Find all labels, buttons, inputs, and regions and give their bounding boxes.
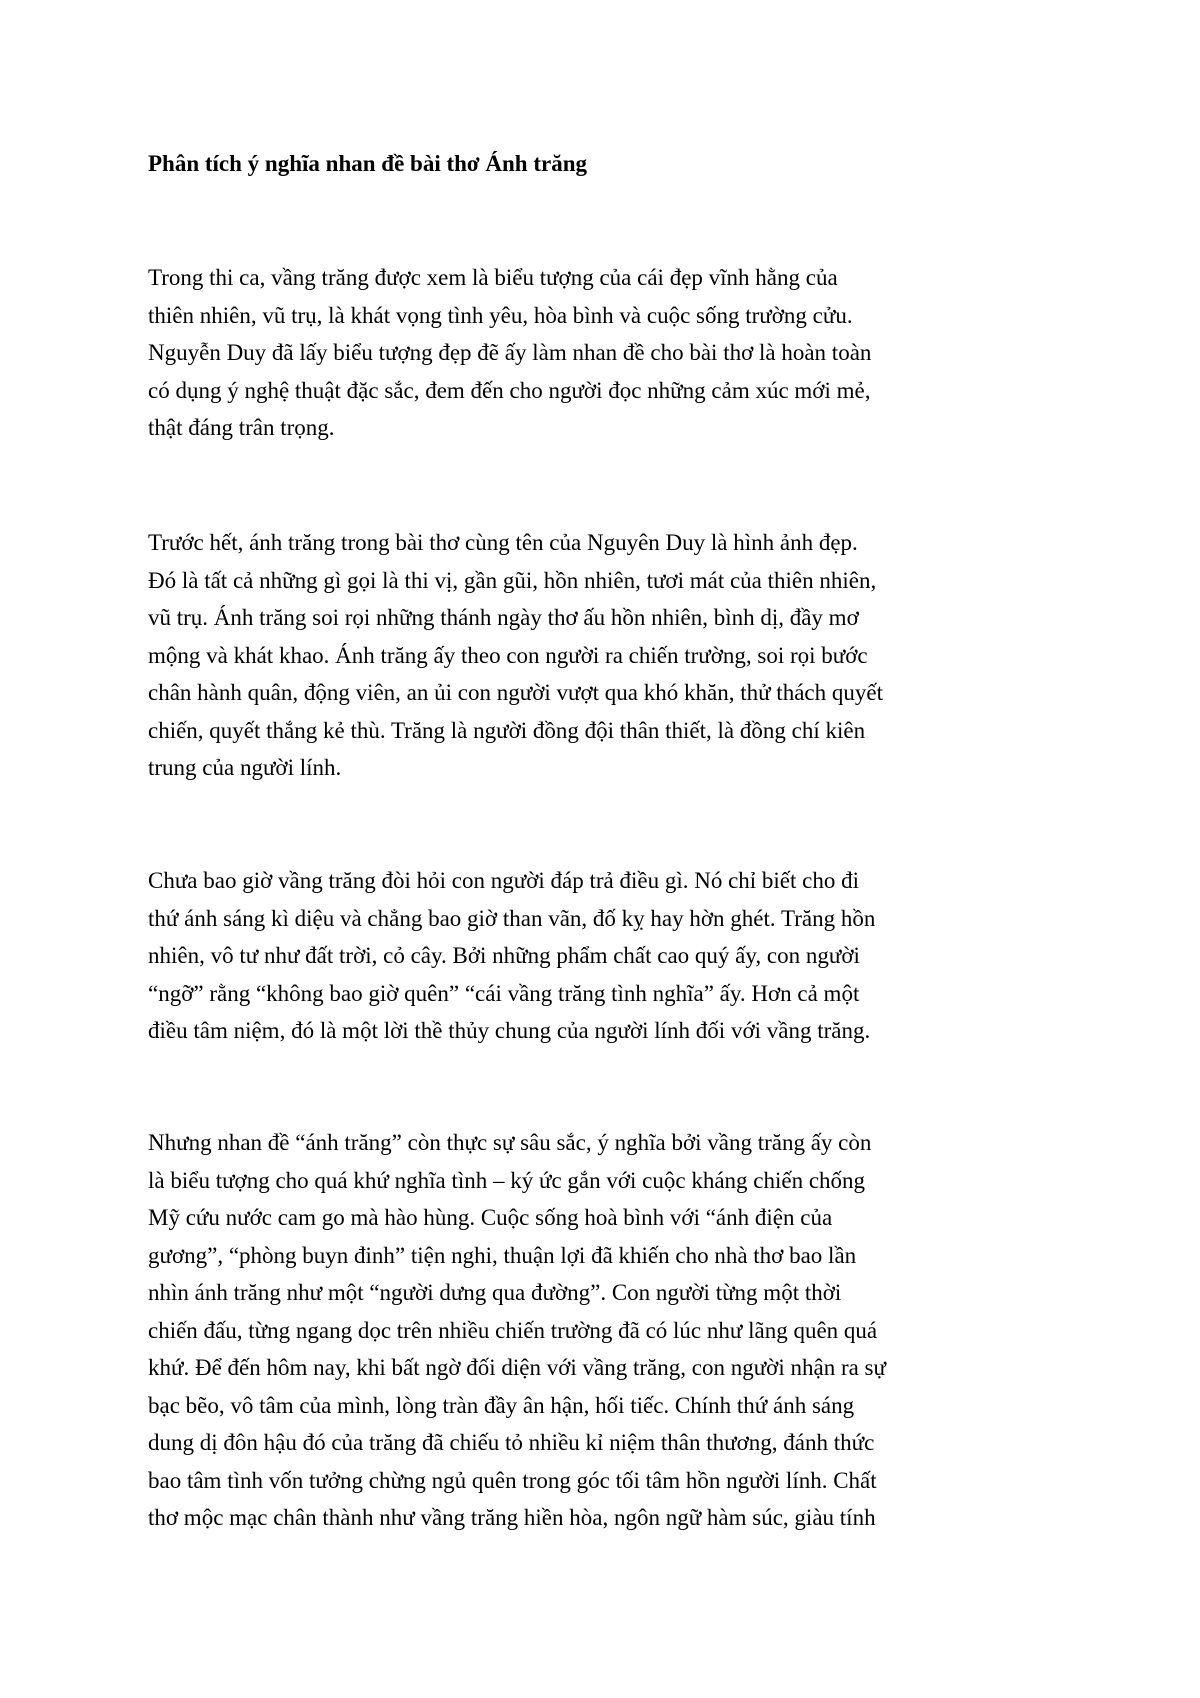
paragraph-line: Đó là tất cả những gì gọi là thi vị, gần gũi, hồn nhiên, tươi mát của thiên nhiên,: [148, 567, 877, 593]
paragraph-line: là biểu tượng cho quá khứ nghĩa tình – ký ức gắn với cuộc kháng chiến chống: [148, 1167, 866, 1193]
paragraph-1: [148, 259, 871, 447]
paragraph-line: “ngỡ” rằng “không bao giờ quên” “cái vầng trăng tình nghĩa” ấy. Hơn cả một: [148, 980, 860, 1006]
paragraph-line: vũ trụ. Ánh trăng soi rọi những thánh ngày thơ ấu hồn nhiên, bình dị, đầy mơ: [148, 605, 859, 630]
paragraph-line: thiên nhiên, vũ trụ, là khát vọng tình yêu, hòa bình và cuộc sống trường cửu.: [148, 302, 853, 328]
paragraph-line: Nguyễn Duy đã lấy biểu tượng đẹp đẽ ấy làm nhan đề cho bài thơ là hoàn toàn: [148, 340, 872, 365]
paragraph-line: dung dị đôn hậu đó của trăng đã chiếu tỏ nhiều kỉ niệm thân thương, đánh thức: [148, 1430, 875, 1455]
paragraph-line: thật đáng trân trọng.: [148, 415, 335, 440]
paragraph-line: mộng và khát khao. Ánh trăng ấy theo con người ra chiến trường, soi rọi bước: [148, 642, 868, 668]
document-title: Phân tích ý nghĩa nhan đề bài thơ Ánh trăng: [148, 151, 587, 176]
paragraph-4: [148, 1124, 886, 1537]
paragraph-line: nhìn ánh trăng như một “người dưng qua đường”. Con người từng một thời: [148, 1280, 842, 1305]
paragraph-3: [148, 862, 875, 1050]
paragraph-2: [148, 524, 883, 787]
paragraph-line: bao tâm tình vốn tưởng chừng ngủ quên trong góc tối tâm hồn người lính. Chất: [148, 1467, 877, 1493]
paragraph-line: Trong thi ca, vầng trăng được xem là biểu tượng của cái đẹp vĩnh hằng của: [148, 265, 838, 290]
paragraph-line: Nhưng nhan đề “ánh trăng” còn thực sự sâu sắc, ý nghĩa bởi vầng trăng ấy còn: [148, 1130, 872, 1155]
paragraph-line: thơ mộc mạc chân thành như vầng trăng hiền hòa, ngôn ngữ hàm súc, giàu tính: [148, 1505, 876, 1530]
paragraph-line: chân hành quân, động viên, an ủi con người vượt qua khó khăn, thử thách quyết: [148, 680, 883, 705]
paragraph-line: Mỹ cứu nước cam go mà hào hùng. Cuộc sống hoà bình với “ánh điện của: [148, 1205, 833, 1230]
paragraph-line: thứ ánh sáng kì diệu và chẳng bao giờ than vãn, đố kỵ hay hờn ghét. Trăng hồn: [148, 905, 876, 931]
paragraph-line: Trước hết, ánh trăng trong bài thơ cùng tên của Nguyên Duy là hình ảnh đẹp.: [148, 530, 858, 555]
paragraph-line: chiến, quyết thắng kẻ thù. Trăng là người đồng đội thân thiết, là đồng chí kiên: [148, 717, 866, 743]
paragraph-line: gương”, “phòng buyn đinh” tiện nghi, thuận lợi đã khiến cho nhà thơ bao lần: [148, 1242, 857, 1268]
paragraph-line: điều tâm niệm, đó là một lời thề thủy chung của người lính đối với vầng trăng.: [148, 1018, 871, 1043]
paragraph-line: nhiên, vô tư như đất trời, cỏ cây. Bởi những phẩm chất cao quý ấy, con người: [148, 943, 860, 968]
paragraph-line: có dụng ý nghệ thuật đặc sắc, đem đến cho người đọc những cảm xúc mới mẻ,: [148, 377, 871, 403]
paragraph-line: bạc bẽo, vô tâm của mình, lòng tràn đầy ân hận, hối tiếc. Chính thứ ánh sáng: [148, 1392, 855, 1418]
paragraph-line: khứ. Để đến hôm nay, khi bất ngờ đối diện với vầng trăng, con người nhận ra sự: [148, 1355, 886, 1380]
paragraph-line: chiến đấu, từng ngang dọc trên nhiều chiến trường đã có lúc như lãng quên quá: [148, 1317, 878, 1343]
paragraph-line: trung của người lính.: [148, 755, 342, 780]
paragraph-line: Chưa bao giờ vầng trăng đòi hỏi con người đáp trả điều gì. Nó chỉ biết cho đi: [148, 868, 860, 893]
